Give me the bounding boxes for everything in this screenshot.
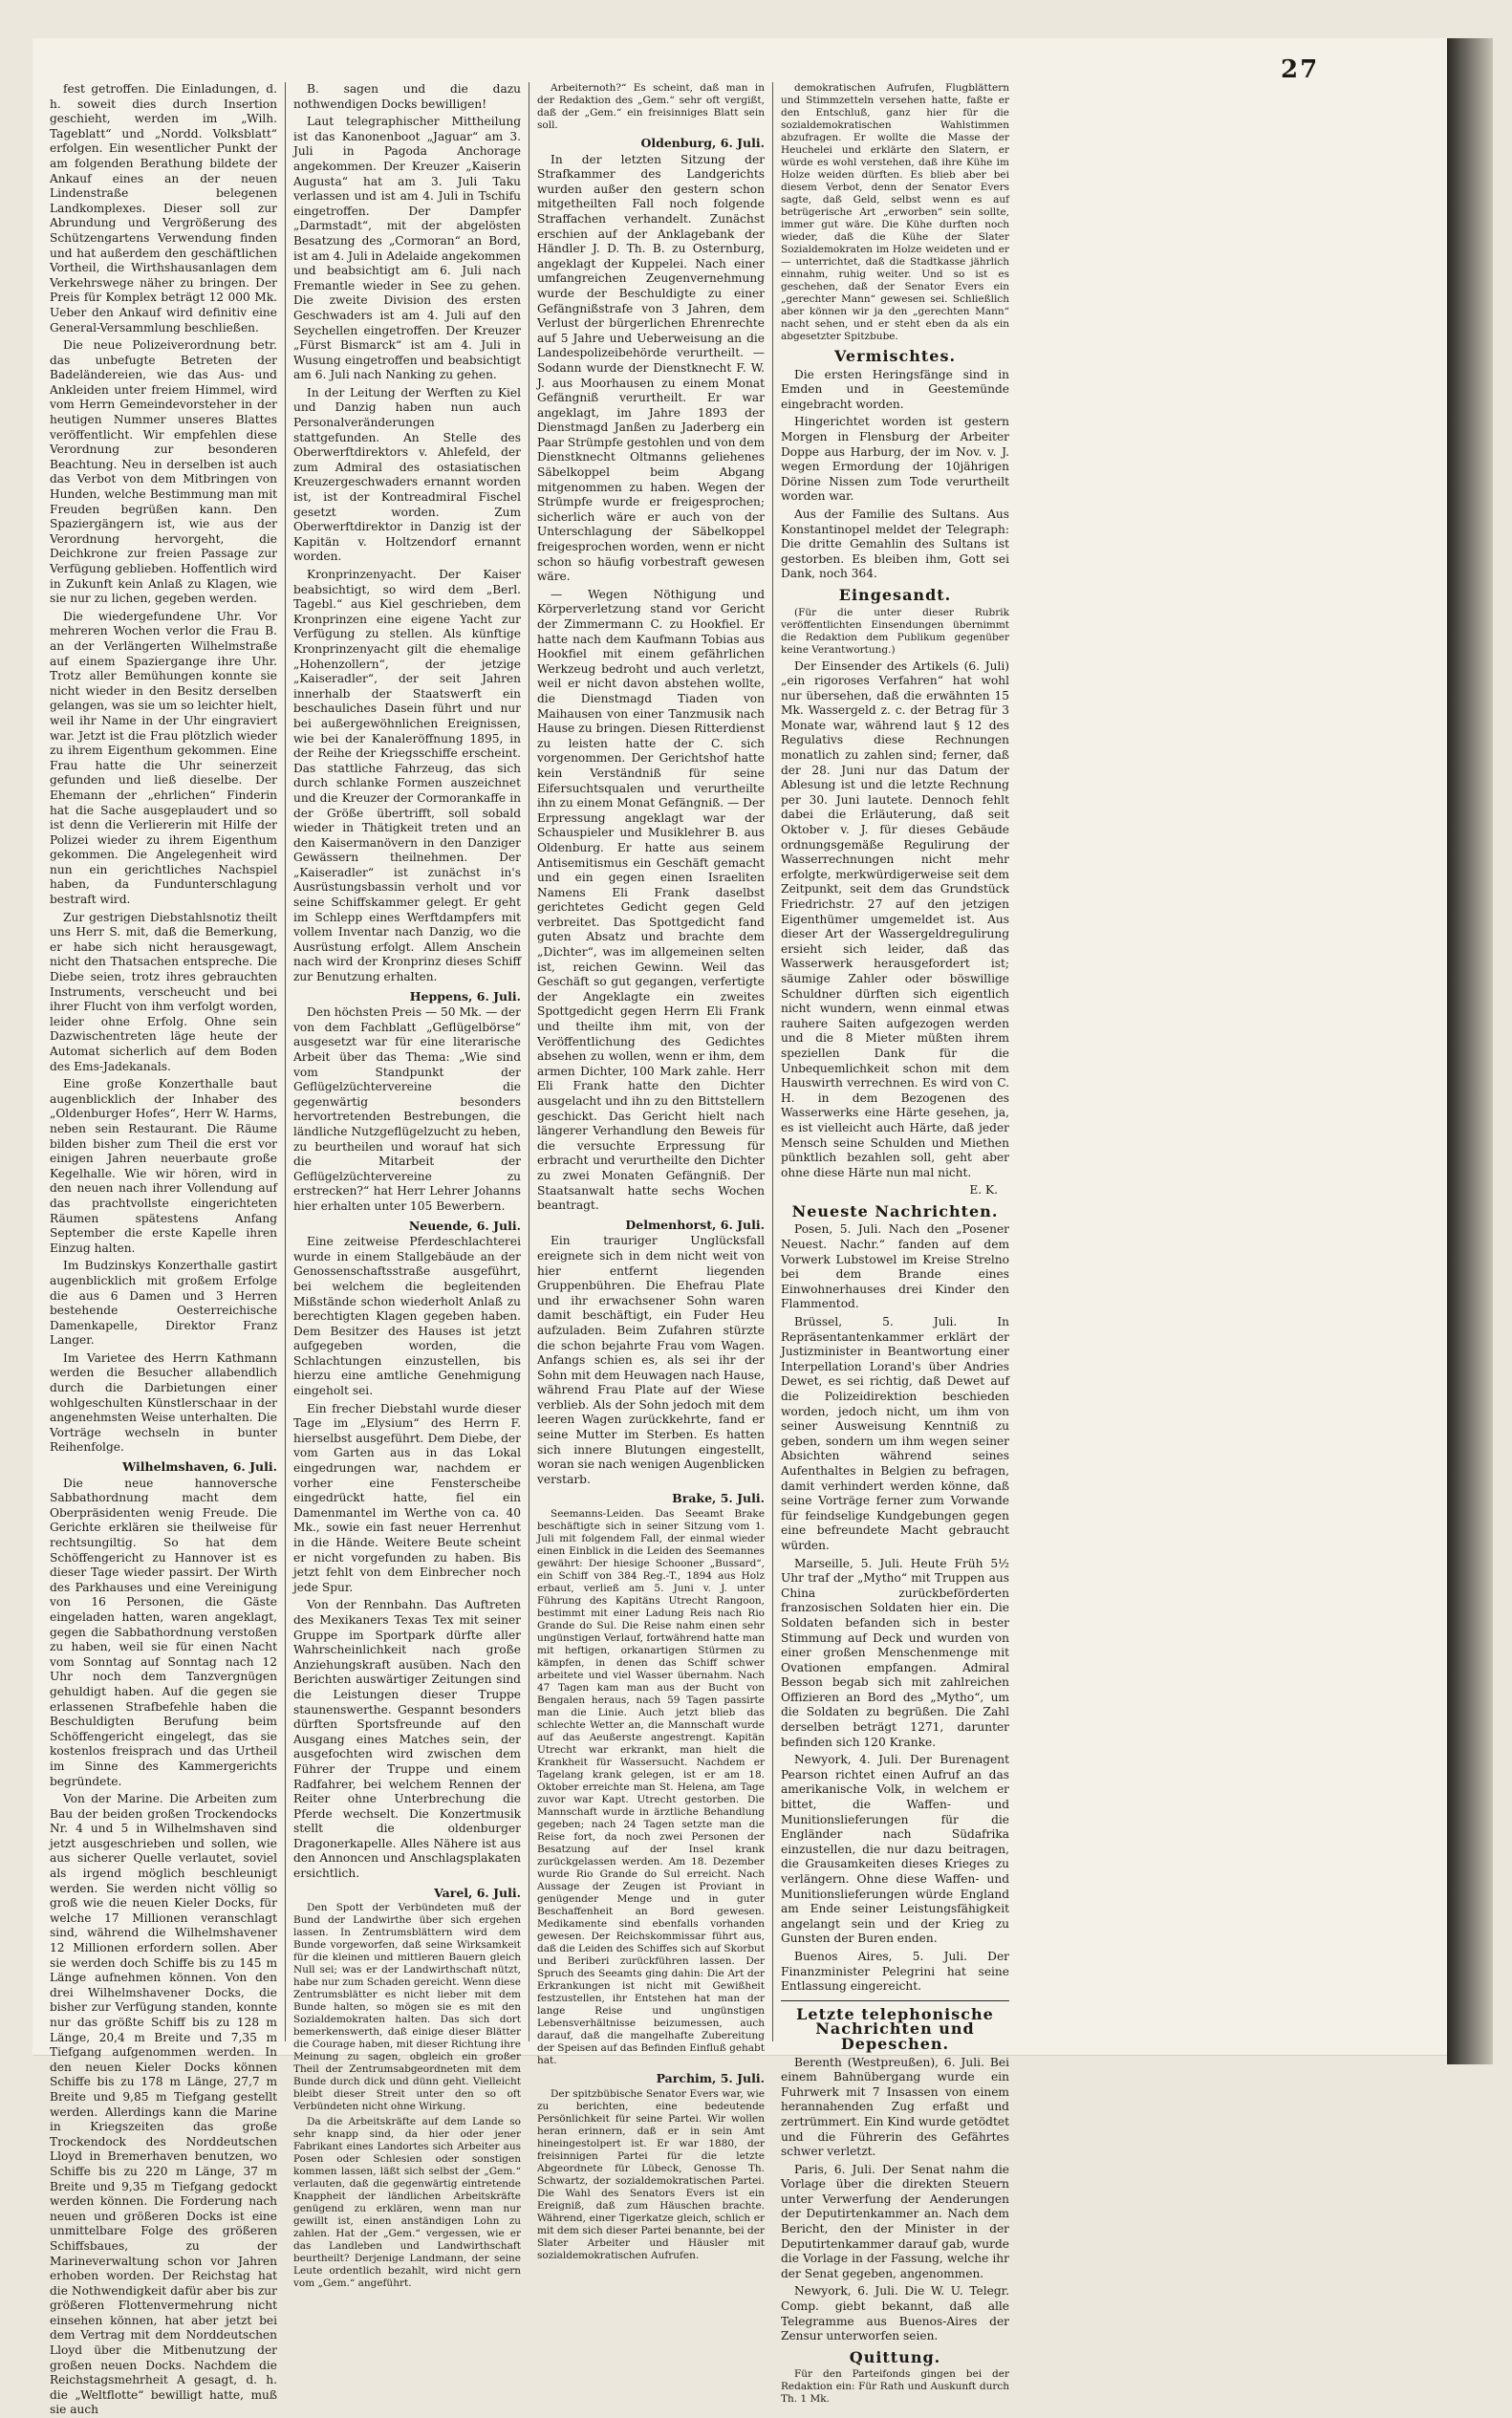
article-paragraph: Newyork, 6. Juli. Die W. U. Telegr. Comp. giebt bekannt, daß alle Telegramme aus Buenos-Aires der Zensur unterworfen seien.	[781, 2284, 1009, 2343]
section-heading: Vermischtes.	[833, 347, 957, 365]
article-paragraph: Die ersten Heringsfänge sind in Emden und in Geestemünde eingebracht worden.	[781, 367, 1009, 411]
article-paragraph: Die neue Polizeiverordnung betr. das unbefugte Betreten der Badeländereien, wie das Aus- und Ankleiden unter freiem Himmel, wird vom Herrn Gemeindevorsteher in der heutigen Nummer unseres Blattes veröffentlicht. Wir empfehlen diese Verordnung zur besonderen Beachtung. Neu in derselben ist auch das Verbot von dem Mitbringen von Hunden, welche Bestimmung man mit Freuden begrüßen kann. Den Spaziergängern ist, wie aus der Verordnung hervorgeht, die Deichkrone zur freien Passage zur Verfügung geblieben. Hoffentlich wird in Zukunft kein Anlaß zu Klagen, wie sie nur zu lichen, gegeben werden.	[50, 338, 277, 606]
article-paragraph: Von der Rennbahn. Das Auftreten des Mexikaners Texas Tex mit seiner Gruppe im Sportpark dürfte aller Wahrscheinlichkeit nach große Anziehungskraft ausüben. Nach den Berichten auswärtiger Zeitungen sind die Leistungen dieser Truppe staunenswerthe. Gespannt besonders dürften Sportsfreunde auf den Ausgang eines Matches sein, der ausgefochten wird zwischen dem Führer der Truppe und einem Radfahrer, bei welchem Rennen der Reiter ohne Unterbrechung die Pferde wechselt. Die Konzertmusik stellt die oldenburger Dragonerkapelle. Alles Nähere ist aus den Annoncen und Anschlagsplakaten ersichtlich.	[293, 1598, 521, 1881]
article-paragraph: Laut telegraphischer Mittheilung ist das Kanonenboot „Jaguar“ am 3. Juli in Pagoda Anchorage angekommen. Der Kreuzer „Kaiserin Augusta“ hat am 3. Juli Taku verlassen und ist am 4. Juli in Tschifu eingetroffen. Der Dampfer „Darmstadt“, mit der abgelösten Besatzung des „Cormoran“ an Bord, ist am 4. Juli in Adelaide angekommen und beabsichtigt am 6. Juli nach Fremantle wieder in See zu gehen. Die zweite Division des ersten Geschwaders ist am 4. Juli auf den Seychellen eingetroffen. Der Kreuzer „Fürst Bismarck“ ist am 4. Juli in Wusung eingetroffen und beabsichtigt am 6. Juli nach Nanking zu gehen.	[293, 115, 521, 382]
article-paragraph: Die wiedergefundene Uhr. Vor mehreren Wochen verlor die Frau B. an der Verlängerten Wilhelmstraße auf einem Spaziergange ihre Uhr. Trotz aller Bemühungen konnte sie nicht wieder in den Besitz derselben gelangen, was sie um so leichter hielt, weil ihr Name in der Uhr eingraviert war. Jetzt ist die Frau plötzlich wieder zu ihrem Eigenthum gekommen. Eine Frau hatte die Uhr seinerzeit gefunden und ließ dieselbe. Der Ehemann der „ehrlichen“ Finderin hat die Sache ausgeplaudert und so ist denn die Verliererin mit Hilfe der Polizei wieder zu ihrem Eigenthum gekommen. Die Angelegenheit wird nun ein gerichtliches Nachspiel haben, da Fundunterschlagung bestraft wird.	[50, 609, 277, 907]
column-1	[42, 82, 286, 2417]
article-paragraph: Berenth (Westpreußen), 6. Juli. Bei einem Bahnübergang wurde ein Fuhrwerk mit 7 Insassen von einem herannahenden Zug erfaßt und zertrümmert. Ein Kind wurde getödtet und die Führerin des Gefährtes schwer verletzt.	[781, 2055, 1009, 2159]
article-paragraph: Im Varietee des Herrn Kathmann werden die Besucher allabendlich durch die Darbietungen einer wohlgeschulten Künstlerschaar in der angenehmsten Weise unterhalten. Die Vorträge wechseln in bunter Reihenfolge.	[50, 1350, 277, 1455]
article-paragraph: Aus der Familie des Sultans. Aus Konstantinopel meldet der Telegraph: Die dritte Gemahlin des Sultans ist gestorben. Es bleiben ihm, Gott sei Dank, noch 364.	[781, 507, 1009, 581]
article-paragraph: Der spitzbübische Senator Evers war, wie zu berichten, eine bedeutende Persönlichkeit für seine Partei. Wir wollen heran erinnern, daß er in sein Amt hineingestolpert ist. Er war 1880, der freisinnigen Partei für die letzte Abgeordnete für Lübeck, Genosse Th. Schwartz, der sozialdemokratischen Partei. Die Wahl des Senators Evers ist ein Ereigniß, daß zum Häuschen brachte. Während, einer Tigerkatze gleich, schlich er mit dem sich dieser Partei benannte, bei der Slater Arbeiter und Häusler mit sozialdemokratischen Aufrufen.	[537, 2087, 765, 2261]
article-paragraph: Hingerichtet worden ist gestern Morgen in Flensburg der Arbeiter Doppe aus Harburg, der im Nov. v. J. wegen Ermordung der 10jährigen Dörine Nissen zum Tode verurtheilt worden war.	[781, 415, 1009, 504]
section-heading: Eingesandt.	[838, 585, 952, 604]
article-paragraph: In der Leitung der Werften zu Kiel und Danzig haben nun auch Personalveränderungen stattgefunden. An Stelle des Oberwerftdirektors v. Ahlefeld, der zum Admiral des ostasiatischen Kreuzergeschwaders ernannt worden ist, ist der Kontreadmiral Fischel gesetzt worden. Zum Oberwerftdirektor in Danzig ist der Kapitän v. Holtzendorf ernannt worden.	[293, 385, 521, 564]
article-paragraph: Da die Arbeitskräfte auf dem Lande so sehr knapp sind, da hier oder jener Fabrikant eines Landortes sich Arbeiter aus Posen oder Schlesien oder sonstigen kommen lassen, läßt sich selbst der „Gem.“ verlauten, daß die gegenwärtig eintretende Knappheit der ländlichen Arbeitskräfte genügend zu erklären, wenn man nur gewillt ist, einen anständigen Lohn zu zahlen. Hat der „Gem.“ vergessen, wie er das Landleben und Landwirthschaft beurtheilt? Derjenige Landmann, der seine Leute ordentlich bezahlt, wird nicht gern vom „Gem.“ angeführt.	[293, 2116, 521, 2290]
page-edge-shadow	[1447, 38, 1493, 2064]
article-columns	[42, 82, 1323, 2417]
article-paragraph: demokratischen Aufrufen, Flugblättern und Stimmzetteln versehen hatte, faßte er den Entschluß, ganz hier für die sozialdemokratischen Wahlstimmen abzufragen. Er wollte die Masse der Heuchelei und erklärte den Slatern, er würde es wohl verstehen, daß ihre Kühe im Holze weiden dürften. Es blieb aber bei diesem Verbot, denn der Senator Evers sagte, daß Geld, selbst wenn es auf betrügerische Art „erworben“ sein sollte, immer gut wäre. Die Kühe durften noch wieder, daß die Kühe der Slater Sozialdemokraten im Holze weideten und er — unterrichtet, daß die Stadtkasse jährlich einnahm, ruhig weiter. Und so ist es geschehen, daß der Senator Evers ein „gerechter Mann“ gewesen sei. Schließlich aber können wir ja den „gerechten Mann“ nacht sehen, und er steht eben da als ein abgesetzter Spitzbube.	[781, 82, 1009, 342]
dateline: Wilhelmshaven, 6. Juli.	[122, 1459, 277, 1475]
article-paragraph: Marseille, 5. Juli. Heute Früh 5½ Uhr traf der „Mytho“ mit Truppen aus China zurückbeförderten franzosischen Soldaten hier ein. Die Soldaten befanden sich in bester Stimmung auf Deck und wurden von einer großen Menschenmenge mit Ovationen empfangen. Admiral Besson begab sich mit zahlreichen Offizieren an Bord des „Mytho“, um die Soldaten zu begrüßen. Die Zahl derselben beträgt 1271, darunter befinden sich 120 Kranke.	[781, 1556, 1009, 1749]
article-paragraph: Den Spott der Verbündeten muß der Bund der Landwirthe über sich ergehen lassen. In Zentrumsblättern wird dem Bunde vorgeworfen, daß seine Wirksamkeit für die kleinen und mittleren Bauern gleich Null sei; was er der Landwirthschaft nützt, habe nur zum Schaden gereicht. Wenn diese Zentrumsblätter es nicht lieber mit dem Bunde halten, so mögen sie es mit den Sozialdemokraten halten. Das sich dort bemerkenswerth, daß einige dieser Blätter die Courage haben, mit dieser Richtung ihre Meinung zu sagen, obgleich ein großer Theil der Zentrumsabgeordneten mit dem Bunde durch dick und dünn geht. Vielleicht bleibt dieser Streit unter den so oft Verbündeten nicht ohne Wirkung.	[293, 1902, 521, 2113]
article-paragraph: Die neue hannoversche Sabbathordnung macht dem Oberpräsidenten wenig Freude. Die Gerichte erklären sie theilweise für rechtsungiltig. So hat dem Schöffengericht zu Hannover ist es dieser Tage wieder passirt. Der Wirth des Parkhauses und eine Vereinigung von 16 Personen, die Gäste eingeladen hatten, waren angeklagt, gegen die Sabbathordnung verstoßen zu haben, weil sie für einen Nacht vom Sonntag auf Sonntag nach 12 Uhr noch dem Tanzvergnügen gehuldigt haben. Auf die gegen sie erlassenen Strafbefehle haben die Beschuldigten Berufung beim Schöffengericht eingelegt, das sie kostenlos freisprach und das Urtheil im Sinne des Kammergerichts begründete.	[50, 1476, 277, 1788]
column-3	[529, 82, 773, 2261]
section-heading: Quittung.	[849, 2347, 941, 2366]
article-paragraph: Brüssel, 5. Juli. In Repräsentantenkammer erklärt der Justizminister in Beantwortung einer Interpellation Lorand's über Andries Dewet, es sei richtig, daß Dewet auf die Polizeidirektion beschieden worden, jedoch nicht, um ihm von seiner Ausweisung Kenntniß zu geben, sondern um ihm wegen seiner Absichten während seines Aufenthaltes in Belgien zu befragen, damit verhindert werden könne, daß seine Vorträge ferner zum Vorwande für feindselige Kundgebungen gegen eine befreundete Macht gebraucht würden.	[781, 1315, 1009, 1552]
article-paragraph: Newyork, 4. Juli. Der Burenagent Pearson richtet einen Aufruf an das amerikanische Volk, in welchem er bittet, die Waffen- und Munitionslieferungen für die Engländer nach Südafrika einzustellen, die nur dazu beitragen, die Grausamkeiten dieses Krieges zu verlängern. Ohne diese Waffen- und Munitionslieferungen würde England am Ende seiner Leistungsfähigkeit angelangt sein und der Krieg zu Gunsten der Buren enden.	[781, 1753, 1009, 1946]
article-paragraph: Arbeiternoth?“ Es scheint, daß man in der Redaktion des „Gem.“ sehr oft vergißt, daß der „Gem.“ ein freisinniges Blatt sein soll.	[537, 82, 765, 131]
article-paragraph: B. sagen und die dazu nothwendigen Docks bewilligen!	[293, 82, 521, 111]
article-paragraph: — Wegen Nöthigung und Körperverletzung stand vor Gericht der Zimmermann C. zu Hookfiel. Er hatte nach dem Kaufmann Tobias aus Hookfiel mit einem gefährlichen Werkzeug bedroht und auch verletzt, weil er nicht davon abstehen wollte, die Dienstmagd Tiaden von Maihausen von einer Tanzmusik nach Hause zu bringen. Diesen Ritterdienst zu leisten hatte der C. sich vorgenommen. Der Gerichtshof hatte kein Verständniß für seine Eifersuchtsqualen und verurtheilte ihn zu einem Monat Gefängniß. — Der Erpressung angeklagt war der Schauspieler und Musiklehrer B. aus Oldenburg. Er hatte aus seinem Antisemitismus ein Geschäft gemacht und ein gegen einen Israeliten Namens Eli Frank daselbst gerichtetes Gedicht gegen Geld verbreitet. Das Spottgedicht fand guten Absatz und brachte dem „Dichter“, was im allgemeinen selten ist, reichen Gewinn. Weil das Geschäft so gut gegangen, verfertigte der Angeklagte ein zweites Spottgedicht gegen Herrn Eli Frank und theilte ihm mit, von der Veröffentlichung des Gedichtes absehen zu wollen, wenn er ihm, dem armen Dichter, 100 Mark zahle. Herr Eli Frank hatte den Dichter ausgelacht und ihn zu den Bittstellern geschickt. Das Gericht hielt nach längerer Verhandlung den Beweis für die versuchte Erpressung für erbracht und verurtheilte den Dichter zu zwei Monaten Gefängniß. Der Staatsanwalt hatte sechs Wochen beantragt.	[537, 587, 765, 1213]
article-paragraph: Für den Parteifonds gingen bei der Redaktion ein: Für Rath und Auskunft durch Th. 1 Mk.	[781, 2368, 1009, 2406]
column-4	[773, 82, 1017, 2406]
article-paragraph: Von der Marine. Die Arbeiten zum Bau der beiden großen Trockendocks Nr. 4 und 5 in Wilhelmshaven sind jetzt ausgeschrieben und sollen, wie aus sicherer Quelle verlautet, soviel als irgend möglich beschleunigt werden. Sie werden nicht völlig so groß wie die neuen Kieler Docks, für welche 17 Millionen veranschlagt sind, während die Wilhelmshavener 12 Millionen erfordern sollen. Aber sie werden doch Schiffe bis zu 145 m Länge aufnehmen können. Von den drei Wilhelmshavener Docks, die bisher zur Verfügung standen, konnte nur das größte Schiff bis zu 128 m Länge, 20,4 m Breite und 7,35 m Tiefgang aufgenommen werden. In den neuen Kieler Docks können Schiffe bis zu 178 m Länge, 27,7 m Breite und 9,85 m Tiefgang gestellt werden. Allerdings kann die Marine in Kriegszeiten das große Trockendock des Norddeutschen Lloyd in Bremerhaven benutzen, wo Schiffe bis zu 220 m Länge, 37 m Breite und 9,35 m Tiefgang gedockt werden können. Die Forderung nach neuen und größeren Docks ist eine unmittelbare Folge des größeren Schiffsbaues, zu der Marineverwaltung schon vor Jahren erhoben worden. Der Reichstag hat die Nothwendigkeit dafür aber bis zur größeren Flottenvermehrung nicht einsehen können, hat aber jetzt bei dem Vertrag mit dem Norddeutschen Lloyd über die Mitbenutzung der großen neuen Docks. Nachdem die Reichstagsmehrheit A gesagt, d. h. die „Weltflotte“ bewilligt hatte, muß sie auch	[50, 1792, 277, 2417]
page-number: 27	[1281, 55, 1320, 84]
article-paragraph: Buenos Aires, 5. Juli. Der Finanzminister Pelegrini hat seine Entlassung eingereicht.	[781, 1949, 1009, 1994]
article-paragraph: Seemanns-Leiden. Das Seeamt Brake beschäftigte sich in seiner Sitzung vom 1. Juli mit folgendem Fall, der einmal wieder einen Einblick in die Leiden des Seemannes gewährt: Der hiesige Schooner „Bussard“, ein Schiff von 384 Reg.-T., 1894 aus Holz erbaut, verließ am 5. Juni v. J. unter Führung des Kapitäns Utrecht Rangoon, bestimmt mit einer Ladung Reis nach Rio Grande do Sul. Die Reise nahm einen sehr ungünstigen Verlauf, fortwährend hatte man mit heftigen, orkanartigen Stürmen zu kämpfen, in denen das Schiff schwer arbeitete und viel Wasser übernahm. Nach 47 Tagen kam man aus der Bucht von Bengalen heraus, nach 59 Tagen passirte man die Linie. Auch jetzt blieb das schlechte Wetter an, die Mannschaft wurde auf das Aeußerste angestrengt. Kapitän Utrecht war erkrankt, man hielt die Krankheit für Wassersucht. Nachdem er Tagelang krank gelegen, ist er am 18. Oktober erreichte man St. Helena, am Tage zuvor war Kapt. Utrecht gestorben. Die Mannschaft wurde in ärztliche Behandlung gegeben; nach 24 Tagen setzte man die Reise fort, da noch zwei Personen der Besatzung auf der Insel krank zurückgelassen werden. Am 18. Dezember wurde Rio Grande do Sul erreicht. Nach Aussage der Zeugen ist Proviant in genügender Menge und in guter Beschaffenheit an Bord gewesen. Medikamente sind ebenfalls vorhanden gewesen. Der Reichskommissar führt aus, daß die Leiden des Schiffes sich auf Skorbut und Beriberi zurückführen lassen. Der Spruch des Seeamts ging dahin: Die Art der Erkrankungen ist nicht mit Gewißheit festzustellen, ihr Entstehen hat man der lange Reise und ungünstigen Lebensverhältnisse beizumessen, auch darauf, daß die mangelhafte Zubereitung der Speisen auf das Befinden Einfluß gehabt hat.	[537, 1508, 765, 2067]
article-paragraph: In der letzten Sitzung der Strafkammer des Landgerichts wurden außer den gestern schon mitgetheilten Fall noch folgende Straffachen verhandelt. Zunächst erschien auf der Anklagebank der Händler J. D. Th. B. zu Osternburg, angeklagt der Kuppelei. Nach einer umfangreichen Zeugenvernehmung wurde der Beschuldigte zu einer Gefängnißstrafe von 3 Jahren, dem Verlust der bürgerlichen Ehrenrechte auf 5 Jahre und Ueberweisung an die Landespolizeibehörde verurtheilt. — Sodann wurde der Dienstknecht F. W. J. aus Moorhausen zu einem Monat Gefängniß verurtheilt. Er war angeklagt, im Jahre 1893 der Dienstmagd Janßen zu Jaderberg ein Paar Strümpfe gestohlen und von dem Dienstknecht Oltmanns geliehenes Säbelkoppel beim Abgang mitgenommen zu haben. Wegen der Strümpfe wurde er freigesprochen; sicherlich wäre er auch von der Unterschlagung der Säbelkoppel freigesprochen worden, wenn er nicht schon so häufig vorbestraft gewesen wäre.	[537, 152, 765, 584]
dateline: Oldenburg, 6. Juli.	[640, 136, 765, 150]
article-paragraph: Ein trauriger Unglücksfall ereignete sich in dem nicht weit von hier entfernt liegenden Gruppenbühren. Die Ehefrau Plate und ihr erwachsener Sohn waren damit beschäftigt, ein Fuder Heu aufzuladen. Beim Zufahren stürzte die schon bejahrte Frau vom Wagen. Anfangs schien es, als sei ihr der Sohn mit dem Heuwagen nach Hause, während Frau Plate auf der Wiese verblieb. Als der Sohn jedoch mit dem leeren Wagen zurückkehrte, fand er seine Mutter im Sterben. Es hatten sich innere Blutungen eingestellt, woran sie nach wenigen Augenblicken verstarb.	[537, 1234, 766, 1486]
article-paragraph: Ein frecher Diebstahl wurde dieser Tage im „Elysium“ des Herrn F. hierselbst ausgeführt. Dem Diebe, der vom Garten aus in das Lokal eingedrungen war, nachdem er vorher eine Fensterscheibe eingedrückt hatte, fiel ein Damenmantel im Werthe von ca. 40 Mk., sowie ein fast neuer Herrenhut in die Hände. Weitere Beute scheint er nicht vorgefunden zu haben. Bis jetzt fehlt von dem Einbrecher noch jede Spur.	[293, 1401, 521, 1594]
section-heading: Letzte telephonische Nachrichten und Depeschen.	[796, 2004, 994, 2053]
dateline: Parchim, 5. Juli.	[656, 2071, 765, 2086]
article-paragraph: Paris, 6. Juli. Der Senat nahm die Vorlage über die direkten Steuern unter Verwerfung der Aenderungen der Deputirtenkammer an. Nach dem Bericht, den der Minister in der Deputirtenkammer darauf gab, wurde die Vorlage in der Fassung, welche ihr der Senat gegeben, angenommen.	[781, 2162, 1009, 2280]
dateline: Neuende, 6. Juli.	[408, 1218, 521, 1233]
article-paragraph: Posen, 5. Juli. Nach den „Posener Neuest. Nachr.“ fanden auf dem Vorwerk Lubstowel im Kreise Strelno bei dem Brande eines Einwohnerhauses drei Kinder den Flammentod.	[781, 1222, 1009, 1311]
article-paragraph: fest getroffen. Die Einladungen, d. h. soweit dies durch Insertion geschieht, werden im „Wilh. Tageblatt“ und „Nordd. Volksblatt“ erfolgen. Ein wesentlicher Punkt der am folgenden Berathung bildete der Ankauf eines an der neuen Lindenstraße belegenen Landkomplexes. Dieser soll zur Abrundung und Vergrößerung des Schützengartens Verwendung finden und hat außerdem den geschäftlichen Vortheil, die Wirthshausanlagen dem Verkehrswege näher zu bringen. Der Preis für Komplex beträgt 12 000 Mk. Ueber den Ankauf wird definitiv eine General-Versammlung beschließen.	[50, 82, 277, 335]
dateline: Delmenhorst, 6. Juli.	[625, 1217, 765, 1232]
article-paragraph: Eine große Konzerthalle baut augenblicklich der Inhaber des „Oldenburger Hofes“, Herr W. Harms, neben sein Restaurant. Die Räume bilden bisher zum Theil die erst vor einigen Jahren neuerbaute große Kegelhalle. Wie wir hören, wird in den neuen nach ihrer Vollendung auf das prachtvollste eingerichteten Räumen spätestens Anfang September die erste Kapelle ihren Einzug halten.	[50, 1077, 277, 1255]
divider-rule	[781, 2000, 1009, 2001]
dateline: Heppens, 6. Juli.	[409, 988, 521, 1004]
article-paragraph: Der Einsender des Artikels (6. Juli) „ein rigoroses Verfahren“ hat wohl nur übersehen, daß die erwähnten 15 Mk. Wassergeld z. c. der Betrag für 3 Monate war, während laut § 12 des Regulativs diese Rechnungen monatlich zu zahlen sind; ferner, daß der 28. Juni nur das Datum der Ablesung ist und die letzte Rechnung per 30. Juni lautete. Dennoch fehlt dabei die Erläuterung, daß seit Oktober v. J. für dieses Gebäude ordnungsgemäße Regulirung der Wasserrechnungen nicht mehr erfolgte, merkwürdigerweise seit dem Zeitpunkt, seit dem das Grundstück Friedrichstr. 27 auf den jetzigen Eigenthümer umgemeldet ist. Aus dieser Art der Wassergeldregulirung ersieht sich leider, daß das Wasserwerk herausgefordert ist; säumige Zahler oder böswillige Schuldner dürften sich eigentlich nicht wundern, wenn einmal etwas rauhere Saiten aufgezogen werden und die 8 Mieter müßten ihrem speziellen Dank für die Unbequemlichkeit schon mit dem Hauswirth verrechnen. Es wird von C. H. in dem Bezogenen des Wasserwerks eine Härte gesehen, ja, es ist vielleicht auch Härte, daß jeder Mensch seine Schulden und Miethen pünktlich bezahlen soll, geht aber ohne diese Härte nun mal nicht.	[781, 658, 1009, 1179]
signature: E. K.	[969, 1183, 998, 1198]
article-paragraph: (Für die unter dieser Rubrik veröffentlichten Einsendungen übernimmt die Redaktion dem Publikum gegenüber keine Verantwortung.)	[781, 606, 1009, 656]
article-paragraph: Eine zeitweise Pferdeschlachterei wurde in einem Stallgebäude an der Genossenschaftsstraße ausgeführt, bei welchem die begleitenden Mißstände schon wiederholt Anlaß zu berechtigten Klagen gegeben haben. Dem Besitzer des Hauses ist jetzt aufgegeben worden, die Schlachtungen einzustellen, bis hierzu eine amtliche Genehmigung eingeholt sei.	[293, 1235, 521, 1398]
article-paragraph: Zur gestrigen Diebstahlsnotiz theilt uns Herr S. mit, daß die Bemerkung, er habe sich nicht herausgewagt, nicht den Thatsachen entspreche. Die Diebe seien, trotz ihres gebrauchten Instruments, verscheucht und bei ihrer Flucht von ihm verfolgt worden, leider ohne Erfolg. Ohne sein Dazwischentreten läge heute der Automat sicherlich auf dem Boden des Ems-Jadekanals.	[50, 910, 277, 1073]
article-paragraph: Kronprinzenyacht. Der Kaiser beabsichtigt, so wird dem „Berl. Tagebl.“ aus Kiel geschrieben, dem Kronprinzen eine eigene Yacht zur Verfügung zu stellen. Als künftige Kronprinzenyacht gilt die ehemalige „Hohenzollern“, der jetzige „Kaiseradler“, der seit Jahren innerhalb der Staatswerft ein beschauliches Dasein führt und nur bei außergewöhnlichen Ereignissen, wie bei der Kanaleröffnung 1895, in der Reihe der Kriegsschiffe erscheint. Das stattliche Fahrzeug, das sich durch schlanke Formen auszeichnet und die Kreuzer der Cormorankaffe in der Größe übertrifft, soll sobald wieder in Thätigkeit treten und an den Kaisermanövern in den Danziger Gewässern theilnehmen. Der „Kaiseradler“ ist zunächst in's Ausrüstungsbassin verholt und vor seine Schiffskammer gelegt. Er geht im Schlepp eines Werftdampfers mit vollem Inventar nach Danzig, wo die Ausrüstung erfolgt. Allem Anschein nach wird der Kronprinz dieses Schiff zur Benutzung erhalten.	[293, 568, 521, 984]
section-heading: Neueste Nachrichten.	[791, 1201, 999, 1220]
article-paragraph: Im Budzinskys Konzerthalle gastirt augenblicklich mit großem Erfolge die aus 6 Damen und 3 Herren bestehende Oesterreichische Damenkapelle, Direktor Franz Langer.	[50, 1259, 277, 1348]
article-paragraph: Den höchsten Preis — 50 Mk. — der von dem Fachblatt „Geflügelbörse“ ausgesetzt war für eine literarische Arbeit über das Thema: „Wie sind vom Standpunkt der Geflügelzüchtervereine die gegenwärtig besonders hervortretenden Bestrebungen, die ländliche Nutzgeflügelzucht zu heben, zu beurtheilen und worauf hat sich die Mitarbeit der Geflügelzüchtervereine zu erstrecken?“ hat Herr Lehrer Johanns hier erhalten unter 105 Bewerbern.	[293, 1005, 521, 1213]
column-2	[286, 82, 529, 2290]
dateline: Brake, 5. Juli.	[672, 1491, 765, 1506]
dateline: Varel, 6. Juli.	[434, 1885, 521, 1900]
